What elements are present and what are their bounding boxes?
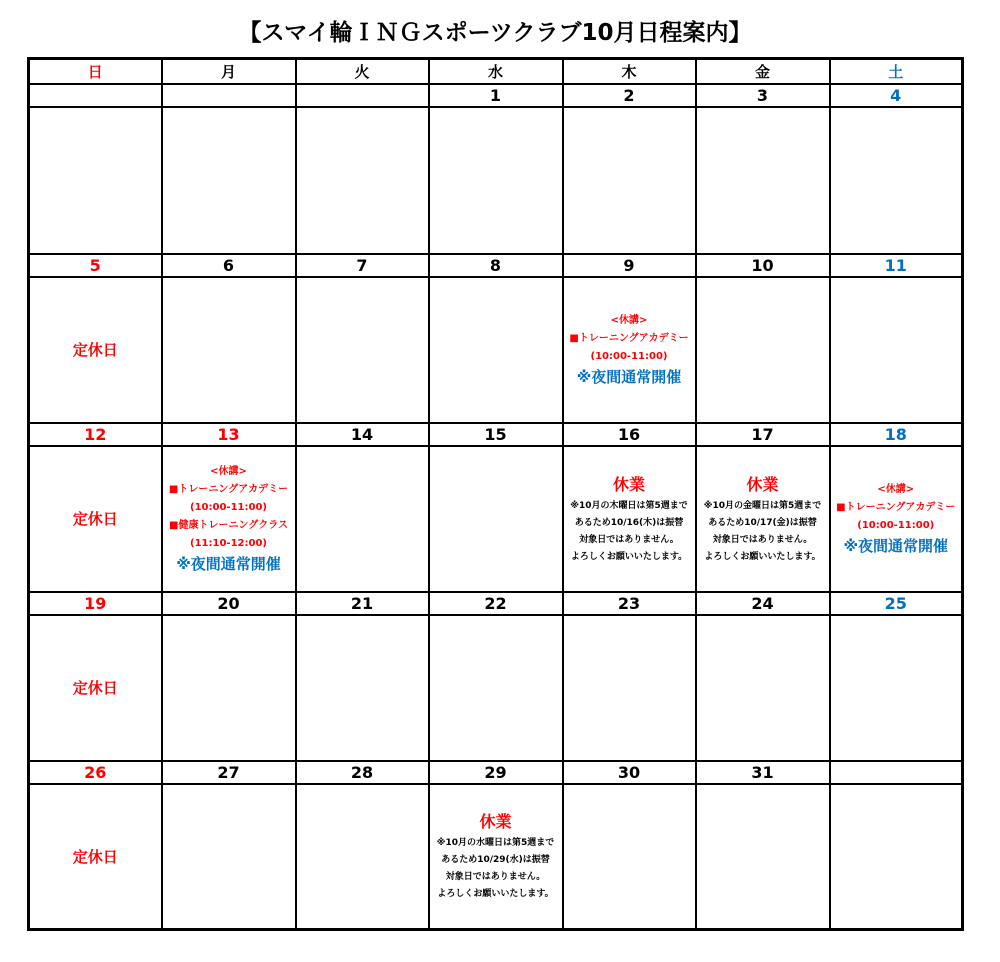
weekday-header-row [29, 59, 963, 84]
closure-note-line: ※10月の木曜日は第5週まで [570, 500, 688, 511]
day-cell [696, 107, 830, 254]
closure-note-line: 対象日ではありません。 [579, 534, 679, 545]
day-cell [29, 615, 162, 761]
day-cell [563, 784, 696, 930]
date-row [29, 592, 963, 615]
cancelled-class-line: (11:10-12:00) [190, 537, 267, 549]
date-number: 2 [563, 84, 696, 107]
date-number: 15 [429, 423, 563, 446]
date-number: 8 [429, 254, 563, 277]
date-number: 1 [429, 84, 563, 107]
day-cell [162, 277, 296, 423]
date-number: 12 [29, 423, 162, 446]
day-cell [296, 784, 429, 930]
date-number: 24 [696, 592, 830, 615]
regular-closed-label: 定休日 [72, 679, 118, 698]
closure-note-line: あるため10/16(木)は振替 [574, 517, 684, 528]
date-number: 6 [162, 254, 296, 277]
day-cell [162, 446, 296, 592]
day-cell [830, 615, 963, 761]
weekday-sunday: 日 [29, 59, 162, 84]
date-row [29, 761, 963, 784]
cancelled-class-line: (10:00-11:00) [190, 501, 267, 513]
regular-closed-label: 定休日 [72, 510, 118, 529]
day-cell [162, 107, 296, 254]
day-cell [429, 615, 563, 761]
page-title: 【スマイ輪ＩＮＧスポーツクラブ10月日程案内】 [238, 20, 752, 46]
day-cell [296, 107, 429, 254]
day-content-row [29, 784, 963, 930]
weekday-monday: 月 [162, 59, 296, 84]
closure-note-line: よろしくお願いいたします。 [437, 889, 554, 900]
day-content-row [29, 615, 963, 761]
date-number [830, 761, 963, 784]
weekday-friday: 金 [696, 59, 830, 84]
date-number: 21 [296, 592, 429, 615]
date-number [162, 84, 296, 107]
day-cell [830, 277, 963, 423]
closure-note-line: 対象日ではありません。 [445, 872, 546, 883]
night-session-note: ※夜間通常開催 [576, 367, 682, 386]
date-number: 29 [429, 761, 563, 784]
closure-note-line: あるため10/17(金)は振替 [708, 517, 817, 528]
date-number: 22 [429, 592, 563, 615]
closure-note-line: あるため10/29(水)は振替 [441, 855, 550, 866]
date-number: 25 [830, 592, 963, 615]
day-cell [296, 615, 429, 761]
day-content-row [29, 107, 963, 254]
day-cell [296, 277, 429, 423]
date-number: 9 [563, 254, 696, 277]
day-cell [29, 277, 162, 423]
cancelled-class-line: (10:00-11:00) [857, 519, 935, 531]
day-cell [429, 784, 563, 930]
night-session-note: ※夜間通常開催 [176, 554, 281, 573]
cancelled-class-line: (10:00-11:00) [590, 350, 668, 362]
weekday-wednesday: 水 [429, 59, 563, 84]
weekday-thursday: 木 [563, 59, 696, 84]
date-number: 11 [830, 254, 963, 277]
day-cell [563, 107, 696, 254]
date-number: 13 [162, 423, 296, 446]
calendar-table [27, 57, 964, 931]
regular-closed-label: 定休日 [72, 847, 118, 866]
day-cell [162, 784, 296, 930]
cancelled-class-line: ■健康トレーニングクラス [169, 519, 288, 531]
night-session-note: ※夜間通常開催 [843, 536, 949, 555]
date-number [296, 84, 429, 107]
day-cell [563, 446, 696, 592]
cancelled-class-line: <休講> [210, 465, 247, 477]
date-number: 7 [296, 254, 429, 277]
day-cell [696, 446, 830, 592]
date-number: 3 [696, 84, 830, 107]
day-cell [29, 784, 162, 930]
day-content-row [29, 446, 963, 592]
date-number: 23 [563, 592, 696, 615]
closed-day-label: 休業 [612, 474, 645, 494]
day-cell [296, 446, 429, 592]
regular-closed-label: 定休日 [72, 341, 118, 360]
day-cell [29, 107, 162, 254]
cancelled-class-line: <休講> [877, 483, 915, 495]
day-cell [830, 107, 963, 254]
closed-day-label: 休業 [479, 812, 512, 832]
date-number [29, 84, 162, 107]
day-cell [696, 615, 830, 761]
date-number: 20 [162, 592, 296, 615]
day-cell [162, 615, 296, 761]
day-cell [830, 446, 963, 592]
day-cell [563, 277, 696, 423]
day-cell [429, 446, 563, 592]
cancelled-class-line: ■トレーニングアカデミー [569, 332, 689, 344]
closure-note-line: ※10月の水曜日は第5週まで [436, 838, 555, 849]
cancelled-class-line: ■トレーニングアカデミー [168, 483, 289, 495]
date-row [29, 254, 963, 277]
cancelled-class-line: ■トレーニングアカデミー [836, 501, 956, 513]
date-number: 17 [696, 423, 830, 446]
date-number: 4 [830, 84, 963, 107]
date-number: 28 [296, 761, 429, 784]
date-number: 26 [29, 761, 162, 784]
date-number: 10 [696, 254, 830, 277]
day-cell [696, 277, 830, 423]
closure-note-line: ※10月の金曜日は第5週まで [703, 500, 822, 511]
date-row [29, 423, 963, 446]
day-cell [563, 615, 696, 761]
date-row [29, 84, 963, 107]
weekday-tuesday: 火 [296, 59, 429, 84]
date-number: 14 [296, 423, 429, 446]
date-number: 30 [563, 761, 696, 784]
date-number: 19 [29, 592, 162, 615]
weekday-saturday: 土 [830, 59, 963, 84]
date-number: 27 [162, 761, 296, 784]
day-cell [830, 784, 963, 930]
date-number: 5 [29, 254, 162, 277]
day-cell [429, 277, 563, 423]
closure-note-line: よろしくお願いいたします。 [704, 551, 821, 562]
day-content-row [29, 277, 963, 423]
closed-day-label: 休業 [746, 474, 779, 494]
cancelled-class-line: <休講> [610, 314, 648, 326]
day-cell [29, 446, 162, 592]
day-cell [696, 784, 830, 930]
closure-note-line: よろしくお願いいたします。 [570, 551, 688, 562]
date-number: 18 [830, 423, 963, 446]
date-number: 16 [563, 423, 696, 446]
date-number: 31 [696, 761, 830, 784]
closure-note-line: 対象日ではありません。 [712, 534, 813, 545]
day-cell [429, 107, 563, 254]
